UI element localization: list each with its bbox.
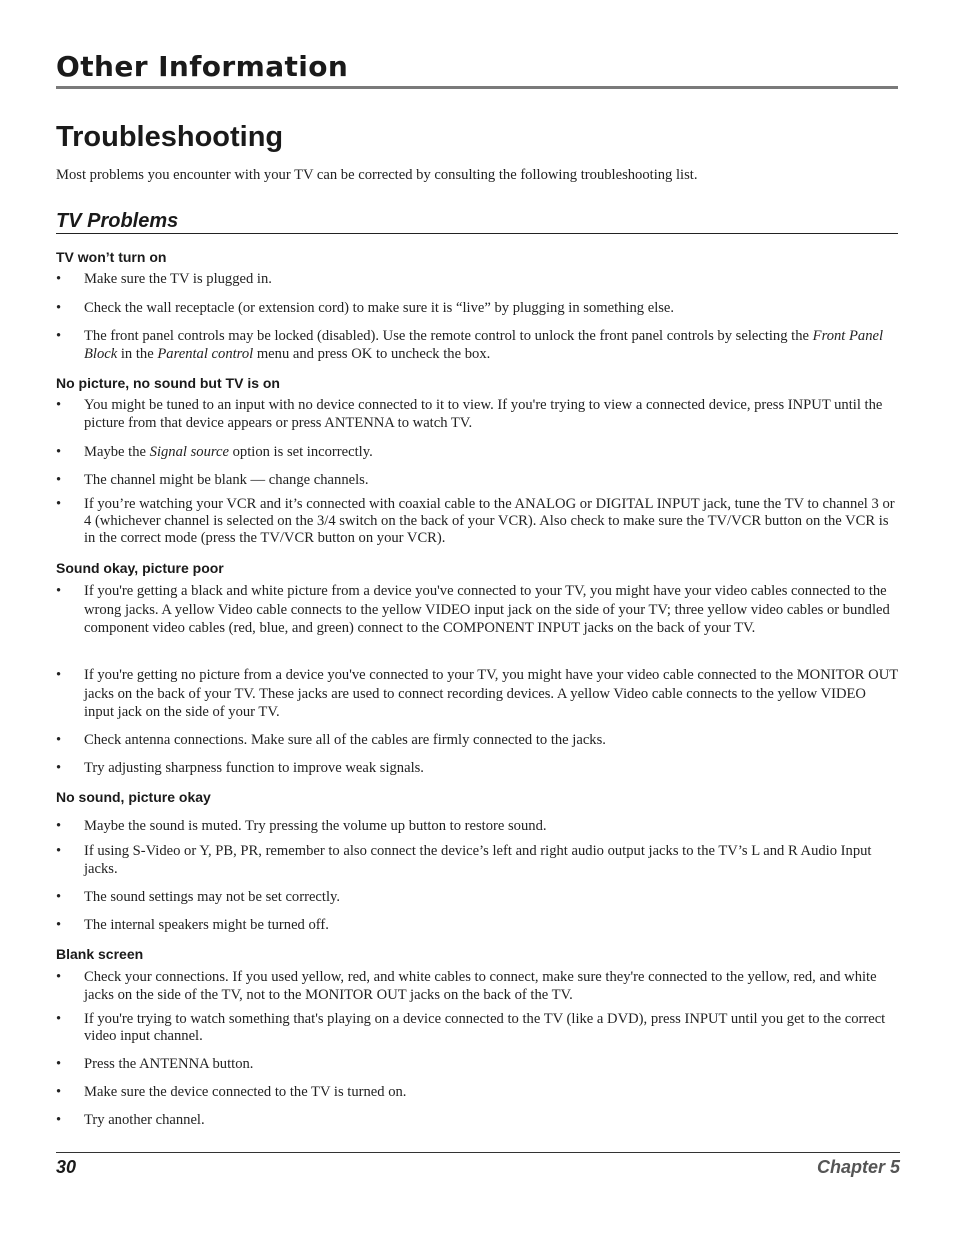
chapter-label: Chapter 5 <box>816 1157 900 1177</box>
chapter-header <box>56 48 898 89</box>
item-text: The channel might be blank — change channels. <box>84 472 369 488</box>
item-text: If using S-Video or Y, PB, PR, remember to also connect the device’s left and right audio output jacks to the TV’s L and R Audio Input jacks. <box>84 843 872 877</box>
group-heading: No sound, picture okay <box>56 789 211 805</box>
bullet: • <box>56 969 62 985</box>
item-text: Check antenna connections. Make sure all of the cables are firmly connected to the jacks. <box>84 732 606 748</box>
bullet: • <box>56 889 62 905</box>
item-text: Maybe the sound is muted. Try pressing the volume up button to restore sound. <box>84 818 547 834</box>
item-text: If you’re watching your VCR and it’s connected with coaxial cable to the ANALOG or DIGITAL INPUT jack, tune the TV to channel 3 or 4 (whichever channel is selected on the 3/4 switch on the back of your VCR). Also check to make sure the TV/VCR button on the VCR is in the correct mode (press the TV/VCR button on your VCR). <box>84 496 895 546</box>
bullet: • <box>56 818 62 834</box>
bullet: • <box>56 1056 62 1072</box>
item-text: Try adjusting sharpness function to improve weak signals. <box>84 760 424 776</box>
bullet: • <box>56 583 62 599</box>
section-header <box>56 208 898 234</box>
bullet: • <box>56 917 62 933</box>
item-text: If you're trying to watch something that's playing on a device connected to the TV (like a DVD), press INPUT until you get to the correct video input channel. <box>84 1011 886 1044</box>
bullet: • <box>56 300 62 316</box>
item-text: The sound settings may not be set correctly. <box>84 889 341 905</box>
group-heading: TV won’t turn on <box>56 249 167 265</box>
page-title: Troubleshooting <box>56 121 284 153</box>
item-text: Make sure the device connected to the TV is turned on. <box>84 1084 407 1100</box>
item-text: Maybe the Signal source option is set incorrectly. <box>84 444 373 460</box>
bullet: • <box>56 496 62 512</box>
item-text: If you're getting a black and white picture from a device you've connected to your TV, you might have your video cables connected to the wrong jacks. A yellow Video cable connects to the yellow VIDEO input jack on the side of your TV; three yellow video cables or bundled component video cables (red, blue, and green) connect to the COMPONENT INPUT jacks on the back of your TV. <box>84 583 890 636</box>
page-footer <box>56 1152 900 1177</box>
bullet: • <box>56 760 62 776</box>
chapter-title: Other Information <box>56 50 349 83</box>
item-text: The internal speakers might be turned off. <box>84 917 329 933</box>
bullet: • <box>56 444 62 460</box>
bullet: • <box>56 1011 62 1027</box>
bullet: • <box>56 843 62 859</box>
item-text: Check your connections. If you used yellow, red, and white cables to connect, make sure they're connected to the yellow, red, and white jacks on the side of the TV, not to the MONITOR OUT jacks on the back of the TV. <box>84 969 877 1003</box>
intro-paragraph: Most problems you encounter with your TV can be corrected by consulting the following troubleshooting list. <box>56 167 698 183</box>
bullet: • <box>56 1084 62 1100</box>
item-text: You might be tuned to an input with no device connected to it to view. If you're trying to view a connected device, press INPUT until the picture from that device appears or press ANTENNA to watch TV. <box>84 397 883 431</box>
group-heading: Sound okay, picture poor <box>56 560 224 576</box>
bullet: • <box>56 1112 62 1128</box>
bullet: • <box>56 328 62 344</box>
bullet: • <box>56 667 62 683</box>
bullet: • <box>56 397 62 413</box>
item-text: Press the ANTENNA button. <box>84 1056 254 1072</box>
bullet: • <box>56 732 62 748</box>
item-text: If you're getting no picture from a device you've connected to your TV, you might have your video cable connected to the MONITOR OUT jacks on the back of your TV. These jacks are used to connect recording devices. A yellow Video cable connects to the yellow VIDEO input jack on the side of your TV. <box>84 667 898 720</box>
group-heading: Blank screen <box>56 946 144 962</box>
bullet: • <box>56 472 62 488</box>
section-title: TV Problems <box>56 210 179 232</box>
item-text: Try another channel. <box>84 1112 205 1128</box>
item-text: Make sure the TV is plugged in. <box>84 271 272 287</box>
item-text: The front panel controls may be locked (disabled). Use the remote control to unlock the front panel controls by selecting the Front Panel Block in the Parental control menu and press OK to uncheck the box. <box>84 328 884 362</box>
item-text: Check the wall receptacle (or extension cord) to make sure it is “live” by plugging in something else. <box>84 300 675 316</box>
bullet: • <box>56 271 62 287</box>
group-heading: No picture, no sound but TV is on <box>56 375 280 391</box>
page-number: 30 <box>56 1157 77 1177</box>
